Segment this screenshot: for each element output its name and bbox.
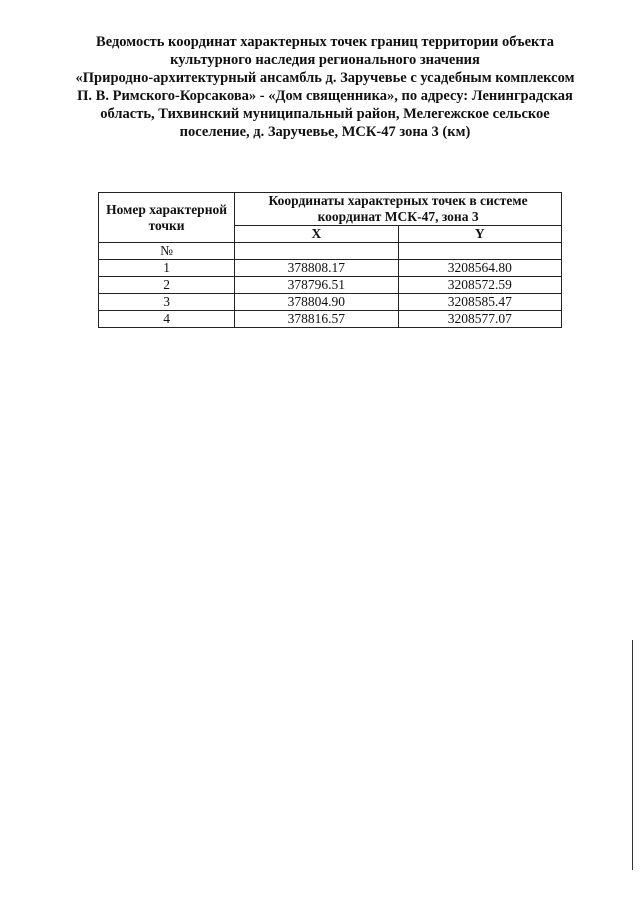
title-line: поселение, д. Заручевье, МСК-47 зона 3 (км) — [179, 124, 471, 140]
table-header-row — [99, 193, 562, 226]
coord-y: 3208577.07 — [398, 311, 561, 328]
table-row — [99, 294, 562, 311]
point-number: 2 — [99, 277, 235, 294]
coord-x: 378816.57 — [235, 311, 398, 328]
title-line: Ведомость координат характерных точек границ территории объекта — [96, 34, 554, 50]
coord-x: 378804.90 — [235, 294, 398, 311]
header-y: Y — [398, 226, 561, 243]
coord-x: 378808.17 — [235, 260, 398, 277]
coord-y: 3208564.80 — [398, 260, 561, 277]
coordinates-table — [98, 192, 562, 328]
title-line: культурного наследия регионального значения — [170, 52, 480, 68]
coord-x: 378796.51 — [235, 277, 398, 294]
empty-cell — [235, 243, 398, 260]
table-row — [99, 260, 562, 277]
table-row — [99, 277, 562, 294]
point-number: 4 — [99, 311, 235, 328]
header-x: X — [235, 226, 398, 243]
number-sign-cell: № — [99, 243, 235, 260]
title-line: область, Тихвинский муниципальный район, Мелегежское сельское — [100, 106, 550, 122]
table-row — [99, 311, 562, 328]
coord-y: 3208572.59 — [398, 277, 561, 294]
coord-y: 3208585.47 — [398, 294, 561, 311]
point-number: 3 — [99, 294, 235, 311]
header-point-number: Номер характерной точки — [99, 193, 235, 243]
title-line: «Природно-архитектурный ансамбль д. Заручевье с усадебным комплексом — [75, 70, 575, 86]
table-row — [99, 243, 562, 260]
document-title — [60, 33, 590, 141]
empty-cell — [398, 243, 561, 260]
scan-edge-line — [632, 640, 633, 870]
point-number: 1 — [99, 260, 235, 277]
title-line: П. В. Римского-Корсакова» - «Дом священника», по адресу: Ленинградская — [77, 88, 573, 104]
header-coordinates: Координаты характерных точек в системе координат МСК-47, зона 3 — [235, 193, 562, 226]
